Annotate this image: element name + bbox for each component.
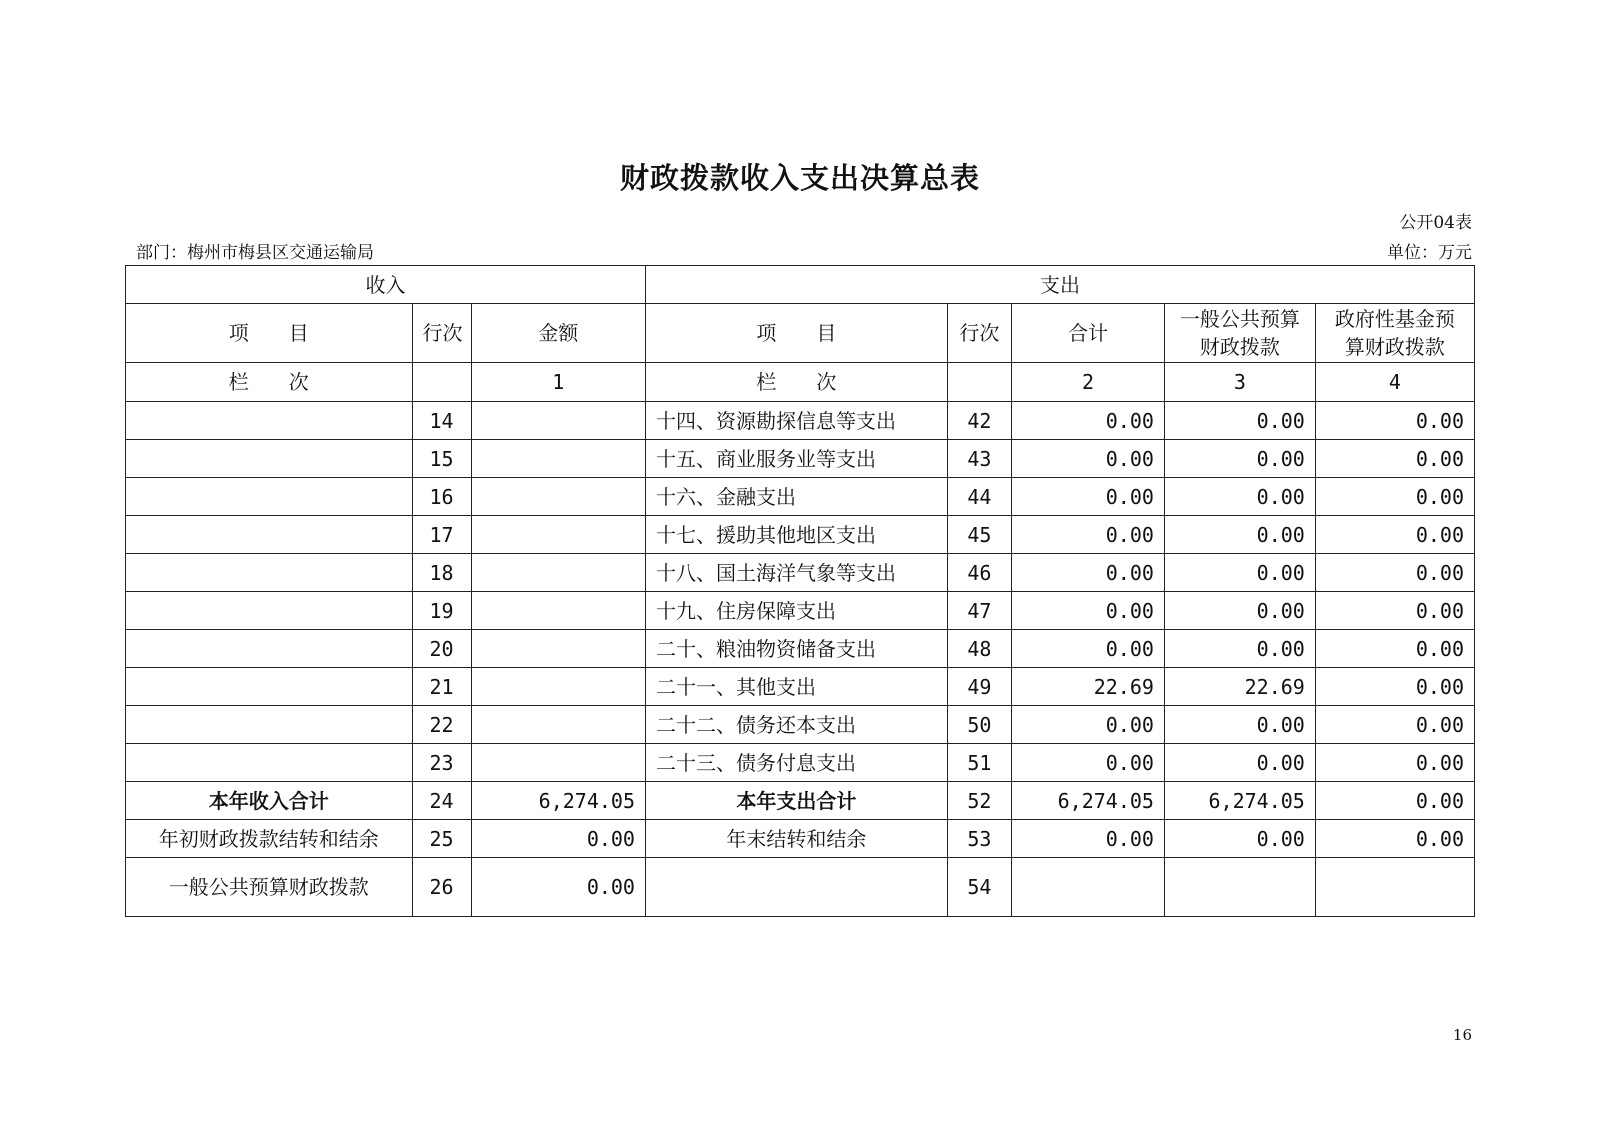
expense-gov-fund: 0.00: [1315, 668, 1474, 706]
expense-general-budget: 0.00: [1164, 478, 1315, 516]
income-line-no: 15: [412, 440, 471, 478]
expense-general-budget: 6,274.05: [1164, 782, 1315, 820]
income-amount: 0.00: [471, 820, 645, 858]
expense-general-budget: 0.00: [1164, 516, 1315, 554]
expense-item: 年末结转和结余: [645, 820, 947, 858]
income-line-no: 14: [412, 402, 471, 440]
income-col-index-blank: [412, 363, 471, 402]
expense-gov-fund: 0.00: [1315, 782, 1474, 820]
income-item: 年初财政拨款结转和结余: [126, 820, 413, 858]
table-row: [126, 440, 1475, 478]
col-index-4: 4: [1315, 363, 1474, 402]
expense-general-budget: [1164, 858, 1315, 917]
table-row: [126, 630, 1475, 668]
table-row: [126, 668, 1475, 706]
expense-general-budget: 0.00: [1164, 820, 1315, 858]
income-amount: [471, 516, 645, 554]
income-amount-header: 金额: [471, 304, 645, 363]
expense-general-budget: 0.00: [1164, 402, 1315, 440]
expense-total: [1012, 858, 1165, 917]
expense-line-no: 45: [947, 516, 1011, 554]
budget-table: [125, 265, 1475, 917]
income-line-no: 23: [412, 744, 471, 782]
general-budget-row: [126, 858, 1475, 917]
table-row: [126, 706, 1475, 744]
expense-col-label: 栏 次: [645, 363, 947, 402]
expense-item: [645, 858, 947, 917]
expense-general-budget: 0.00: [1164, 630, 1315, 668]
table-row: [126, 478, 1475, 516]
income-line-no: 18: [412, 554, 471, 592]
table-row: [126, 554, 1475, 592]
expense-col-index-blank: [947, 363, 1011, 402]
expense-item: 二十二、债务还本支出: [645, 706, 947, 744]
income-line-no: 17: [412, 516, 471, 554]
expense-item-header: 项 目: [645, 304, 947, 363]
income-item: [126, 478, 413, 516]
expense-gov-fund: 0.00: [1315, 592, 1474, 630]
expense-item: 十六、金融支出: [645, 478, 947, 516]
expense-line-no: 49: [947, 668, 1011, 706]
col-index-1: 1: [471, 363, 645, 402]
expense-item: 二十三、债务付息支出: [645, 744, 947, 782]
table-row: [126, 402, 1475, 440]
expense-line-no: 53: [947, 820, 1011, 858]
col-index-3: 3: [1164, 363, 1315, 402]
income-item: [126, 668, 413, 706]
expense-total: 0.00: [1012, 744, 1165, 782]
expense-gov-fund: [1315, 858, 1474, 917]
income-item-header: 项 目: [126, 304, 413, 363]
general-budget-header: 一般公共预算财政拨款: [1164, 304, 1315, 363]
income-amount: 0.00: [471, 858, 645, 917]
table-row: [126, 516, 1475, 554]
department-label: 部门：梅州市梅县区交通运输局: [136, 243, 374, 263]
expense-gov-fund: 0.00: [1315, 516, 1474, 554]
expense-general-budget: 0.00: [1164, 440, 1315, 478]
income-line-no: 22: [412, 706, 471, 744]
column-index-row: [126, 363, 1475, 402]
column-header-row: [126, 304, 1475, 363]
income-item: [126, 516, 413, 554]
income-line-no: 19: [412, 592, 471, 630]
income-col-label: 栏 次: [126, 363, 413, 402]
expense-total: 0.00: [1012, 630, 1165, 668]
form-number: 公开04表: [1399, 213, 1472, 233]
expense-item: 二十、粮油物资储备支出: [645, 630, 947, 668]
expense-line-no: 44: [947, 478, 1011, 516]
income-item: 一般公共预算财政拨款: [126, 858, 413, 917]
carryover-row: [126, 820, 1475, 858]
expense-line-no: 43: [947, 440, 1011, 478]
expense-total: 0.00: [1012, 554, 1165, 592]
expense-gov-fund: 0.00: [1315, 820, 1474, 858]
expense-gov-fund: 0.00: [1315, 706, 1474, 744]
total-header: 合计: [1012, 304, 1165, 363]
income-item: [126, 630, 413, 668]
expense-item: 十七、援助其他地区支出: [645, 516, 947, 554]
income-item: [126, 402, 413, 440]
expense-total: 0.00: [1012, 478, 1165, 516]
income-amount: [471, 440, 645, 478]
income-line-no: 21: [412, 668, 471, 706]
page-number: 16: [1452, 1026, 1472, 1044]
income-line-no-header: 行次: [412, 304, 471, 363]
expense-header: 支出: [645, 266, 1474, 304]
expense-item: 十九、住房保障支出: [645, 592, 947, 630]
expense-gov-fund: 0.00: [1315, 744, 1474, 782]
expense-general-budget: 0.00: [1164, 706, 1315, 744]
expense-gov-fund: 0.00: [1315, 402, 1474, 440]
income-item: [126, 706, 413, 744]
expense-line-no: 54: [947, 858, 1011, 917]
income-header: 收入: [126, 266, 646, 304]
table-row: [126, 744, 1475, 782]
totals-row: [126, 782, 1475, 820]
expense-item: 十五、商业服务业等支出: [645, 440, 947, 478]
expense-gov-fund: 0.00: [1315, 440, 1474, 478]
expense-line-no: 47: [947, 592, 1011, 630]
income-amount: [471, 706, 645, 744]
section-header-row: [126, 266, 1475, 304]
income-line-no: 16: [412, 478, 471, 516]
expense-line-no: 50: [947, 706, 1011, 744]
expense-total: 0.00: [1012, 516, 1165, 554]
expense-total: 0.00: [1012, 440, 1165, 478]
expense-total: 6,274.05: [1012, 782, 1165, 820]
expense-item: 本年支出合计: [645, 782, 947, 820]
income-amount: [471, 478, 645, 516]
expense-item: 十四、资源勘探信息等支出: [645, 402, 947, 440]
income-item: [126, 440, 413, 478]
table-row: [126, 592, 1475, 630]
expense-item: 十八、国土海洋气象等支出: [645, 554, 947, 592]
expense-general-budget: 0.00: [1164, 592, 1315, 630]
page-title: 财政拨款收入支出决算总表: [619, 161, 980, 195]
income-line-no: 20: [412, 630, 471, 668]
expense-general-budget: 0.00: [1164, 744, 1315, 782]
expense-general-budget: 22.69: [1164, 668, 1315, 706]
expense-gov-fund: 0.00: [1315, 478, 1474, 516]
expense-gov-fund: 0.00: [1315, 630, 1474, 668]
expense-line-no: 51: [947, 744, 1011, 782]
income-amount: [471, 592, 645, 630]
expense-line-no: 46: [947, 554, 1011, 592]
income-amount: [471, 744, 645, 782]
expense-general-budget: 0.00: [1164, 554, 1315, 592]
expense-line-no: 48: [947, 630, 1011, 668]
income-line-no: 26: [412, 858, 471, 917]
income-line-no: 25: [412, 820, 471, 858]
income-amount: 6,274.05: [471, 782, 645, 820]
expense-total: 0.00: [1012, 706, 1165, 744]
income-item: [126, 592, 413, 630]
expense-total: 0.00: [1012, 820, 1165, 858]
unit-label: 单位：万元: [1387, 243, 1472, 263]
col-index-2: 2: [1012, 363, 1165, 402]
expense-item: 二十一、其他支出: [645, 668, 947, 706]
expense-gov-fund: 0.00: [1315, 554, 1474, 592]
income-amount: [471, 630, 645, 668]
income-amount: [471, 554, 645, 592]
gov-fund-header: 政府性基金预算财政拨款: [1315, 304, 1474, 363]
expense-total: 22.69: [1012, 668, 1165, 706]
income-amount: [471, 668, 645, 706]
income-amount: [471, 402, 645, 440]
expense-line-no: 52: [947, 782, 1011, 820]
expense-total: 0.00: [1012, 592, 1165, 630]
income-item: [126, 554, 413, 592]
income-item: 本年收入合计: [126, 782, 413, 820]
expense-total: 0.00: [1012, 402, 1165, 440]
expense-line-no: 42: [947, 402, 1011, 440]
income-item: [126, 744, 413, 782]
expense-line-no-header: 行次: [947, 304, 1011, 363]
income-line-no: 24: [412, 782, 471, 820]
